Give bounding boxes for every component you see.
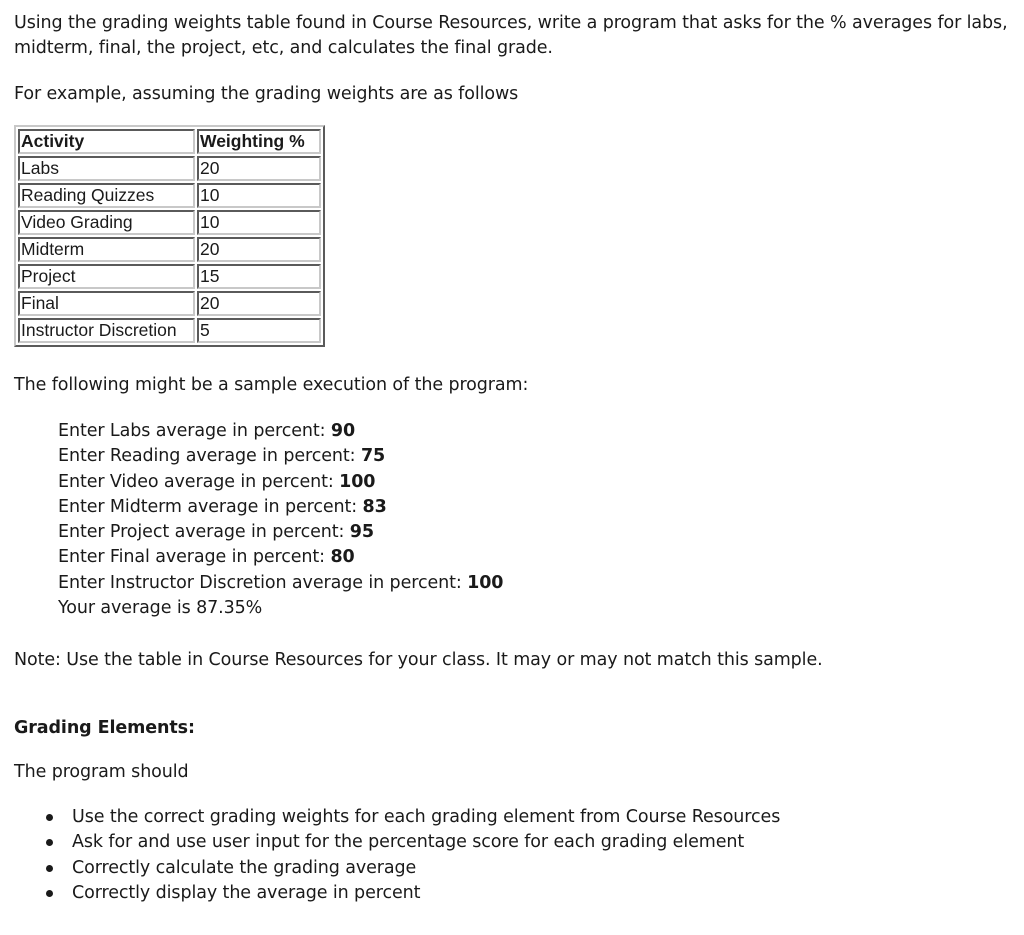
weight-cell: 15 bbox=[197, 264, 321, 289]
list-item bbox=[14, 805, 780, 830]
sample-prompt: Enter Project average in percent: bbox=[58, 522, 350, 543]
sample-line bbox=[58, 419, 503, 444]
bullet-icon bbox=[46, 814, 53, 821]
weight-cell: 5 bbox=[197, 318, 321, 343]
sample-result: Your average is 87.35% bbox=[58, 598, 263, 619]
activity-cell: Labs bbox=[18, 156, 195, 181]
program-should-text: The program should bbox=[14, 762, 189, 782]
sample-line bbox=[58, 444, 503, 469]
list-item bbox=[14, 830, 780, 855]
sample-prompt: Enter Labs average in percent: bbox=[58, 421, 331, 441]
criterion-text: Correctly calculate the grading average bbox=[72, 857, 417, 878]
sample-line bbox=[58, 495, 503, 520]
sample-prompt: Enter Final average in percent: bbox=[58, 547, 331, 568]
list-item bbox=[14, 881, 780, 906]
intro-paragraph: Using the grading weights table found in Course Resources, write a program that asks for the % averages for labs, midterm, final, the project, etc, and calculates the final grade. bbox=[14, 13, 1008, 58]
sample-input: 83 bbox=[362, 496, 387, 517]
bullet-icon bbox=[46, 839, 53, 846]
criterion-text: Ask for and use user input for the percentage score for each grading element bbox=[72, 832, 745, 853]
grading-elements-heading: Grading Elements: bbox=[14, 718, 195, 738]
table-row bbox=[18, 318, 321, 343]
sample-input: 100 bbox=[467, 572, 504, 593]
activity-cell: Final bbox=[18, 291, 195, 316]
grading-weights-table bbox=[14, 125, 325, 347]
column-header-activity: Activity bbox=[18, 129, 195, 154]
list-item bbox=[14, 856, 780, 881]
activity-cell: Midterm bbox=[18, 237, 195, 262]
sample-input: 100 bbox=[339, 471, 376, 492]
table-row bbox=[18, 291, 321, 316]
activity-cell: Reading Quizzes bbox=[18, 183, 195, 208]
sample-prompt: Enter Midterm average in percent: bbox=[58, 496, 363, 517]
activity-cell: Instructor Discretion bbox=[18, 318, 195, 343]
weight-cell: 20 bbox=[197, 156, 321, 181]
weight-cell: 10 bbox=[197, 183, 321, 208]
sample-prompt: Enter Reading average in percent: bbox=[58, 446, 361, 467]
bullet-icon bbox=[46, 865, 53, 872]
table-row bbox=[18, 183, 321, 208]
bullet-icon bbox=[46, 890, 53, 897]
sample-input: 95 bbox=[349, 522, 374, 543]
sample-prompt: Enter Video average in percent: bbox=[58, 471, 340, 492]
example-lead-text: For example, assuming the grading weights are as follows bbox=[14, 84, 519, 104]
sample-input: 90 bbox=[330, 421, 356, 441]
table-row bbox=[18, 210, 321, 235]
grading-criteria-list bbox=[14, 805, 780, 906]
activity-cell: Video Grading bbox=[18, 210, 195, 235]
table-row bbox=[18, 264, 321, 289]
weight-cell: 10 bbox=[197, 210, 321, 235]
weight-cell: 20 bbox=[197, 237, 321, 262]
sample-prompt: Enter Instructor Discretion average in percent: bbox=[58, 572, 468, 593]
table-row bbox=[18, 237, 321, 262]
criterion-text: Correctly display the average in percent bbox=[72, 882, 421, 903]
sample-line bbox=[58, 545, 503, 570]
sample-input: 75 bbox=[360, 446, 386, 467]
table-row bbox=[18, 156, 321, 181]
sample-input: 80 bbox=[330, 547, 355, 568]
criterion-text: Use the correct grading weights for each grading element from Course Resources bbox=[72, 807, 781, 827]
sample-line bbox=[58, 520, 503, 545]
table-header-row bbox=[18, 129, 321, 154]
sample-execution bbox=[58, 419, 503, 621]
activity-cell: Project bbox=[18, 264, 195, 289]
column-header-weighting: Weighting % bbox=[197, 129, 321, 154]
weight-cell: 20 bbox=[197, 291, 321, 316]
sample-lead-text: The following might be a sample execution of the program: bbox=[14, 375, 529, 395]
note-text: Note: Use the table in Course Resources for your class. It may or may not match this sample. bbox=[14, 650, 823, 670]
sample-line bbox=[58, 470, 503, 495]
sample-line bbox=[58, 571, 503, 596]
